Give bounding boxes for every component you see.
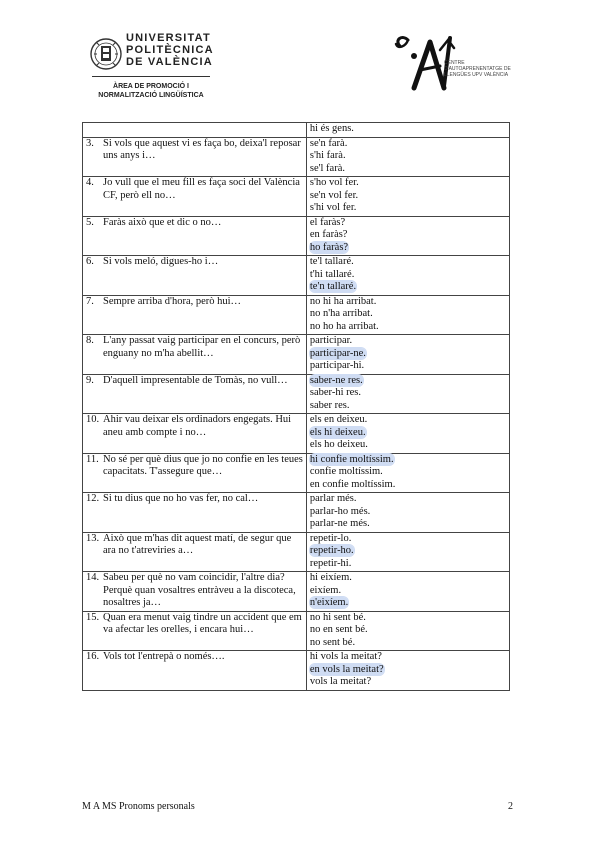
table-row [83, 493, 510, 533]
question-number: 6. [86, 256, 94, 267]
option: s'hi vol fer. [309, 202, 357, 213]
option: t'hi tallaré. [309, 268, 355, 280]
upv-logo [90, 32, 212, 108]
area-title: ÀREA DE PROMOCIÓ I NORMALITZACIÓ LINGÜÍSTICA [98, 83, 204, 99]
table-row [83, 453, 510, 493]
option: hi vols la meitat? [309, 651, 382, 662]
table-row [83, 374, 510, 414]
option: se'l farà. [309, 162, 345, 174]
option: en confie moltíssim. [309, 478, 396, 490]
table-row [83, 651, 510, 691]
option: hi eixíem. [309, 572, 352, 583]
option: confie moltíssim. [309, 466, 383, 477]
option: parlar-ne més. [309, 518, 370, 529]
question-cell [83, 216, 307, 256]
table-row [83, 123, 510, 138]
upv-seal-icon [90, 36, 122, 72]
question-cell [83, 493, 307, 533]
question-cell [83, 335, 307, 375]
options-cell [306, 611, 509, 651]
university-name: UNIVERSITAT POLITÈCNICA DE VALÈNCIA [126, 32, 214, 68]
table-row [83, 611, 510, 651]
question-number: 13. [86, 532, 100, 544]
option-highlighted: participar-ne. [309, 347, 366, 359]
options-cell [306, 295, 509, 335]
footer-title: M A MS Pronoms personals [82, 801, 195, 812]
table-row [83, 177, 510, 217]
question-text: No sé per què dius que jo no confie en les teues capacitats. T'assegure que… [103, 453, 303, 477]
option-highlighted: repetir-ho. [309, 545, 354, 556]
exercise-table [82, 122, 510, 691]
options-cell [306, 532, 509, 572]
question-number: 10. [86, 414, 100, 425]
question-number: 16. [86, 651, 100, 662]
question-cell [83, 137, 307, 177]
table-row [83, 414, 510, 454]
question-cell [83, 532, 307, 572]
option: participar-hi. [309, 360, 365, 371]
option: no en sent bé. [309, 624, 368, 635]
question-text: Si vols meló, digues-ho i… [103, 256, 219, 267]
question-cell [83, 651, 307, 691]
table-row [83, 216, 510, 256]
options-cell [306, 335, 509, 375]
question-number: 15. [86, 611, 100, 623]
question-number: 7. [86, 295, 94, 307]
options-cell [306, 651, 509, 691]
option-highlighted: te'n tallaré. [309, 281, 357, 292]
option: s'hi farà. [309, 150, 346, 161]
table-row [83, 295, 510, 335]
question-text: Quan era menut vaig tindre un accident que em va afectar les orelles, i encara hui… [103, 611, 302, 635]
header-divider [92, 76, 210, 77]
question-text: L'any passat vaig participar en el concurs, però enguany no m'ha abellit… [103, 335, 301, 359]
question-cell [83, 123, 307, 138]
option: repetir-lo. [309, 532, 352, 544]
option: no hi sent bé. [309, 611, 366, 623]
option-highlighted: saber-ne res. [309, 374, 363, 386]
page-number: 2 [508, 801, 513, 812]
question-text: Vols tot l'entrepà o només…. [103, 651, 225, 662]
option: se'n farà. [309, 137, 348, 149]
option: participar. [309, 335, 353, 346]
option: en faràs? [309, 229, 348, 240]
option: hi és gens. [309, 123, 354, 134]
option: no hi ha arribat. [309, 295, 377, 307]
question-number: 14. [86, 572, 100, 583]
option: s'ho vol fer. [309, 177, 359, 188]
options-cell [306, 414, 509, 454]
question-cell [83, 611, 307, 651]
question-cell [83, 295, 307, 335]
question-text: Això que m'has dit aquest matí, de segur que ara no t'atreviries a… [103, 532, 292, 556]
question-cell [83, 453, 307, 493]
question-cell [83, 572, 307, 612]
cal-logo-text: CENTRE D'AUTOAPRENENTATGE DE LLENGÜES UPV VALÈNCIA [444, 60, 511, 78]
question-text: Ahir vau deixar els ordinadors engegats. Hui aneu amb compte i no… [103, 414, 292, 438]
option-highlighted: hi confie moltíssim. [309, 453, 394, 465]
option: no n'ha arribat. [309, 308, 373, 319]
options-cell [306, 572, 509, 612]
options-cell [306, 123, 509, 138]
option-highlighted: en vols la meitat? [309, 663, 384, 675]
option: no ho ha arribat. [309, 320, 379, 332]
options-cell [306, 493, 509, 533]
question-text: D'aquell impresentable de Tomàs, no vull… [103, 374, 288, 386]
option: saber-hi res. [309, 387, 361, 398]
option: se'n vol fer. [309, 189, 359, 201]
question-text: Jo vull que el meu fill es faça soci del València CF, però ell no… [103, 177, 300, 201]
question-text: Si tu dius que no ho vas fer, no cal… [103, 493, 259, 504]
question-cell [83, 374, 307, 414]
option: el faràs? [309, 216, 346, 228]
question-number: 5. [86, 216, 94, 228]
question-text: Faràs això que et dic o no… [103, 216, 222, 228]
question-cell [83, 177, 307, 217]
option: els ho deixeu. [309, 439, 368, 450]
option-highlighted: n'eixíem. [309, 597, 349, 608]
table-row [83, 572, 510, 612]
option-highlighted: els hi deixeu. [309, 426, 366, 438]
options-cell [306, 177, 509, 217]
options-cell [306, 256, 509, 296]
question-text: Sempre arriba d'hora, però hui… [103, 295, 242, 307]
question-text: Si vols que aquest vi es faça bo, deixa'l reposar uns anys i… [103, 137, 301, 161]
table-row [83, 335, 510, 375]
table-row [83, 532, 510, 572]
option: eixíem. [309, 584, 342, 596]
option: te'l tallaré. [309, 256, 354, 267]
question-number: 11. [86, 453, 99, 465]
options-cell [306, 374, 509, 414]
question-number: 3. [86, 137, 94, 149]
cal-logo [392, 32, 522, 96]
options-cell [306, 216, 509, 256]
question-number: 9. [86, 374, 94, 386]
option: vols la meitat? [309, 676, 372, 687]
options-cell [306, 137, 509, 177]
option: parlar-ho més. [309, 505, 371, 517]
question-number: 8. [86, 335, 94, 346]
question-number: 4. [86, 177, 94, 188]
question-number: 12. [86, 493, 100, 504]
option: parlar més. [309, 493, 357, 504]
question-cell [83, 414, 307, 454]
table-row [83, 256, 510, 296]
option: no sent bé. [309, 636, 356, 648]
question-text: Sabeu per què no vam coincidir, l'altre dia? Perquè quan vosaltres entràveu a la discoteca, nosaltres ja… [103, 572, 296, 608]
option-highlighted: ho faràs? [309, 241, 349, 253]
option: repetir-hi. [309, 557, 352, 569]
option: els en deixeu. [309, 414, 368, 425]
option: saber res. [309, 399, 350, 411]
question-cell [83, 256, 307, 296]
options-cell [306, 453, 509, 493]
table-row [83, 137, 510, 177]
